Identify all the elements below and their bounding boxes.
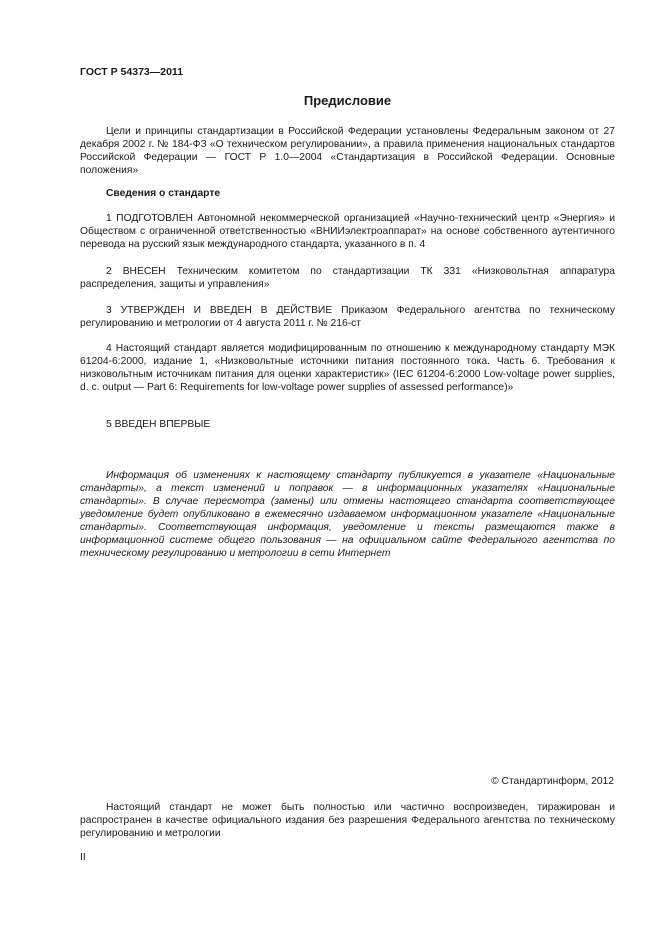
reproduction-notice: Настоящий стандарт не может быть полностью или частично воспроизведен, тиражирован и распространен в качестве официального издания без разрешения Федерального агентства по техническому регулированию и метрологии bbox=[80, 802, 615, 839]
info-item-1: 1 ПОДГОТОВЛЕН Автономной некоммерческой организацией «Научно-технический центр «Энергия» и Обществом с ограниченной ответственностью «ВНИИэлектроаппарат» на основе собственного аутентичного перевода на русский язык международного стандарта, указанного в п. 4 bbox=[80, 213, 615, 250]
standard-code-header: ГОСТ Р 54373—2011 bbox=[80, 66, 184, 78]
page-number: II bbox=[80, 852, 86, 863]
info-heading: Сведения о стандарте bbox=[106, 188, 221, 199]
intro-paragraph: Цели и принципы стандартизации в Российской Федерации установлены Федеральным законом от 27 декабря 2002 г. № 184-ФЗ «О техническом регулировании», а правила применения национальных стандартов Российской Федерации — ГОСТ Р 1.0—2004 «Стандартизация в Российской Федерации. Основные положения» bbox=[80, 126, 615, 176]
info-item-4: 4 Настоящий стандарт является модифицированным по отношению к международному стандарту МЭК 61204-6:2000, издание 1, «Низковольтные источники питания постоянного тока. Часть 6. Требования к низковольтным источникам питания для оценки характеристик» (IEC 61204-6:2000 Low-voltage power supplies, d. c. output — Part 6: Requirements for low-voltage power supplies of assessed performance)» bbox=[80, 343, 615, 393]
info-item-3: 3 УТВЕРЖДЕН И ВВЕДЕН В ДЕЙСТВИЕ Приказом Федерального агентства по техническому регулированию и метрологии от 4 августа 2011 г. № 216-ст bbox=[80, 305, 615, 329]
copyright-line: © Стандартинформ, 2012 bbox=[491, 776, 614, 787]
info-item-2: 2 ВНЕСЕН Техническим комитетом по стандартизации ТК 331 «Низковольтная аппаратура распределения, защиты и управления» bbox=[80, 266, 615, 290]
page-title: Предисловие bbox=[303, 93, 392, 108]
notice-paragraph: Информация об изменениях к настоящему стандарту публикуется в указателе «Национальные стандарты», а текст изменений и поправок — в информационных указателях «Национальные стандарты». В случае пересмотра (замены) или отмены настоящего стандарта соответствующее уведомление будет опубликовано в ежемесячно издаваемом информационном указателе «Национальные стандарты». Соответствующая информация, уведомление и тексты размещаются также в информационной системе общего пользования — на официальном сайте Федерального агентства по техническому регулированию и метрологии в сети Интернет bbox=[80, 470, 615, 559]
info-item-5: 5 ВВЕДЕН ВПЕРВЫЕ bbox=[106, 419, 211, 430]
